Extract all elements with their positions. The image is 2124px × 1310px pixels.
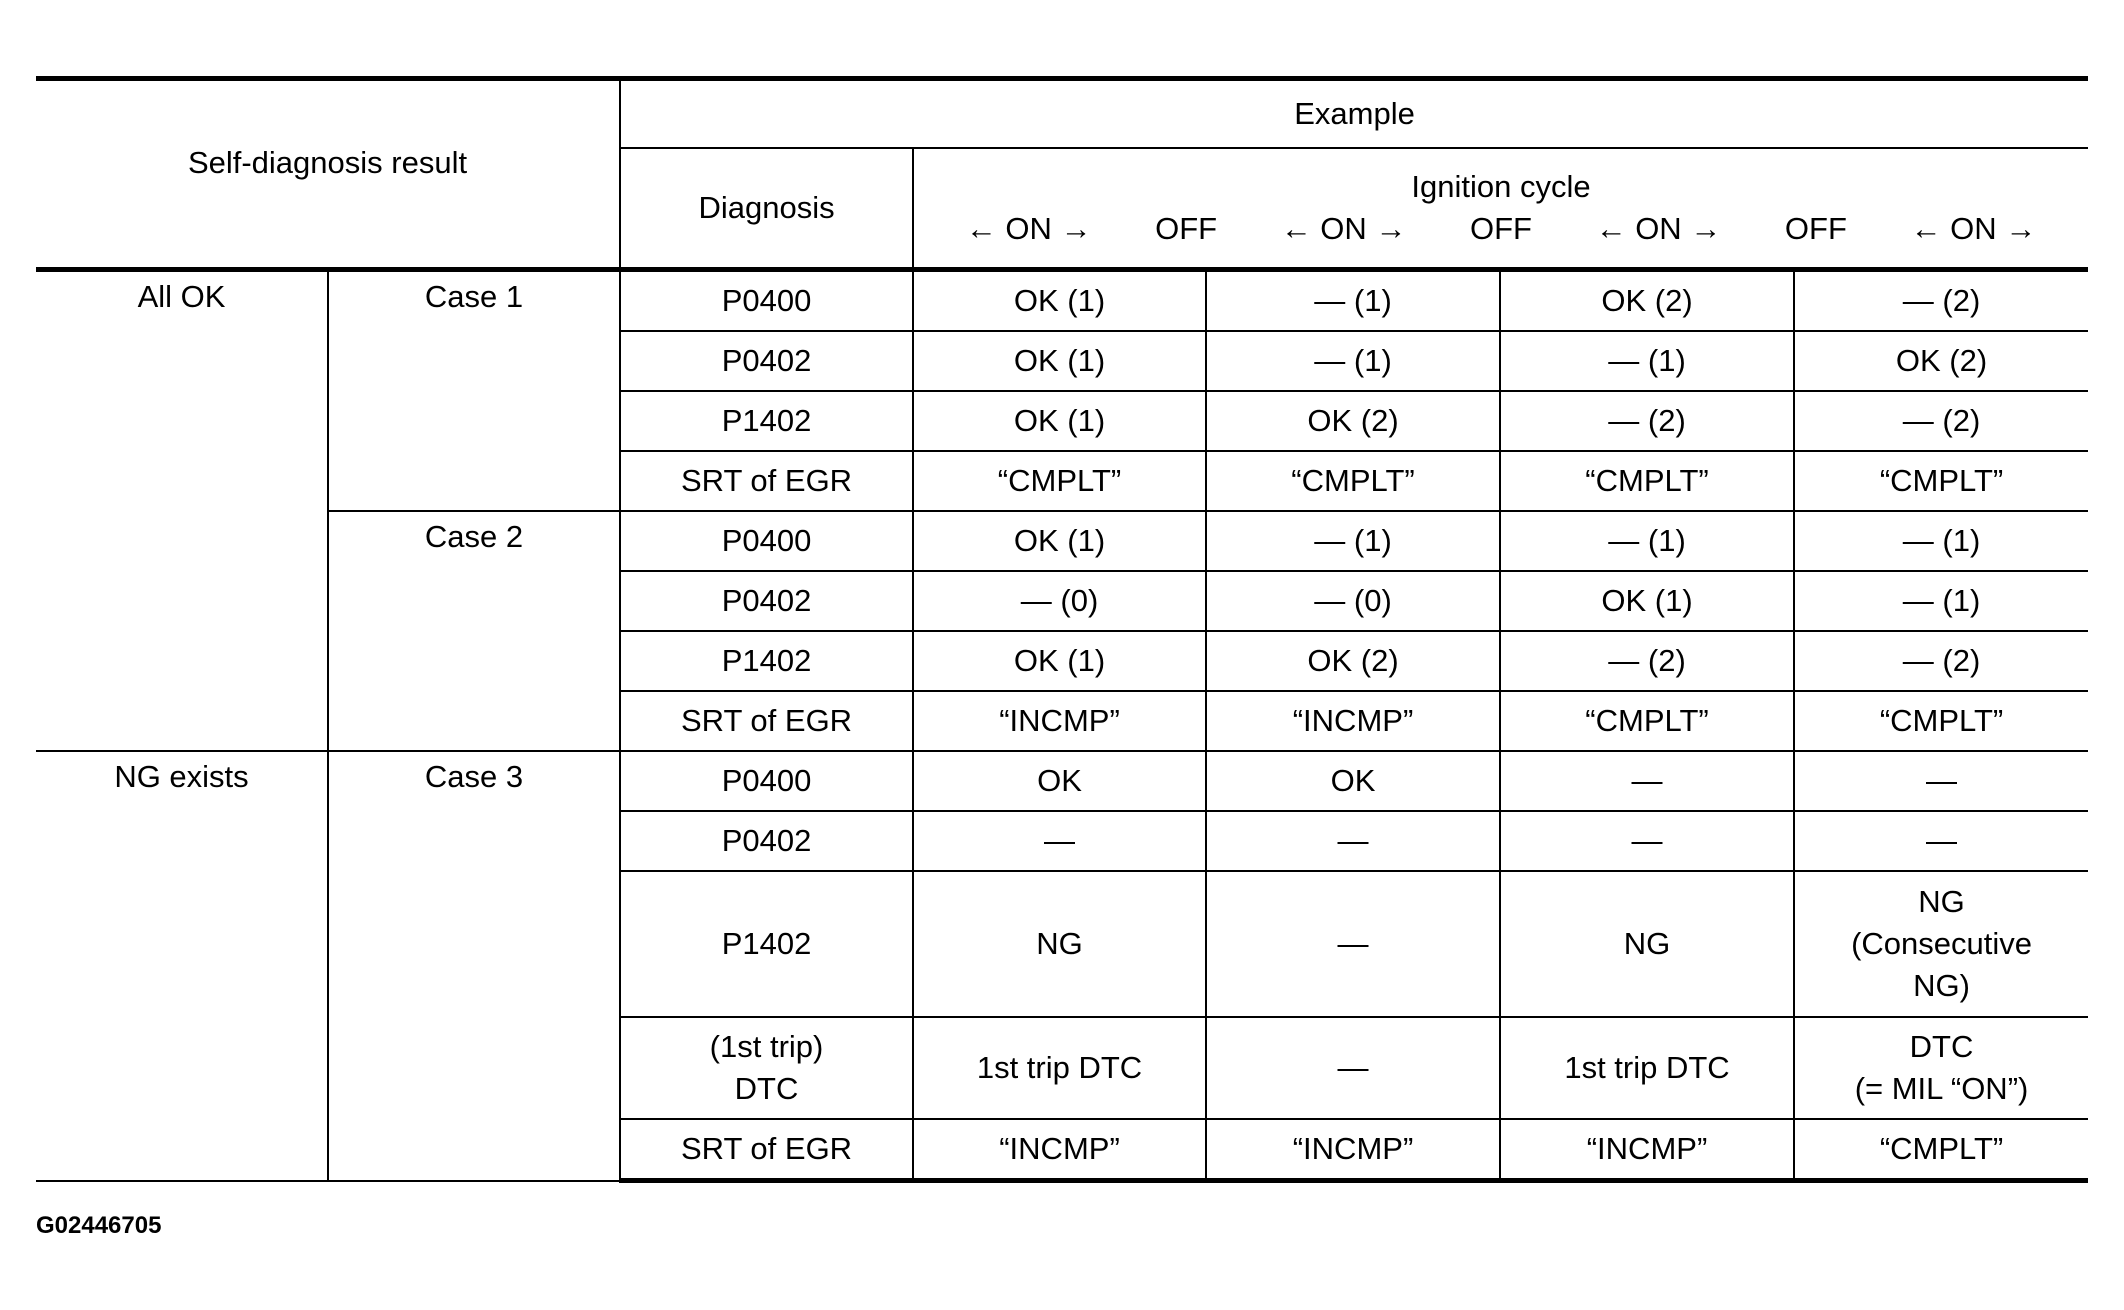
- cycle-state: ← ON →: [1910, 211, 2037, 246]
- result-cell: — (1): [1794, 511, 2088, 571]
- result-cell: OK (1): [913, 631, 1206, 691]
- result-cell: — (2): [1500, 391, 1794, 451]
- diagnosis-cell: [620, 1017, 913, 1119]
- header-diagnosis: Diagnosis: [620, 148, 913, 270]
- result-cell: — (1): [1206, 331, 1500, 391]
- result-cell: —: [1206, 1017, 1500, 1119]
- table-row: [36, 751, 2088, 811]
- result-cell: 1st trip DTC: [1500, 1017, 1794, 1119]
- cycle-state: ← ON →: [1595, 211, 1722, 246]
- result-cell: — (2): [1500, 631, 1794, 691]
- result-cell: —: [1500, 811, 1794, 871]
- table-row: [36, 511, 2088, 571]
- result-cell: “CMPLT”: [1794, 451, 2088, 511]
- diagnosis-cell: SRT of EGR: [620, 691, 913, 751]
- result-cell: “CMPLT”: [1500, 451, 1794, 511]
- result-cell: — (1): [1500, 511, 1794, 571]
- result-cell: —: [1794, 811, 2088, 871]
- case-label: Case 1: [328, 270, 620, 512]
- cycle-state: ← ON →: [1280, 211, 1407, 246]
- cell-line: DTC: [1909, 1029, 1974, 1064]
- cell-line: NG: [1918, 884, 1965, 919]
- result-cell: 1st trip DTC: [913, 1017, 1206, 1119]
- result-cell: “CMPLT”: [913, 451, 1206, 511]
- result-cell: —: [1206, 811, 1500, 871]
- result-cell: — (0): [913, 571, 1206, 631]
- cycle-state: ← ON →: [965, 211, 1092, 246]
- cell-line: (Consecutive: [1851, 926, 2032, 961]
- group-label: NG exists: [36, 751, 328, 1181]
- result-cell: “INCMP”: [1206, 691, 1500, 751]
- cycle-state: OFF: [1470, 211, 1532, 246]
- diagnosis-cell: P1402: [620, 631, 913, 691]
- result-cell: OK (1): [913, 511, 1206, 571]
- ignition-cycle-states: [920, 208, 2082, 250]
- result-cell: — (2): [1794, 270, 2088, 332]
- diagnosis-cell: P0402: [620, 331, 913, 391]
- result-cell: OK (1): [913, 270, 1206, 332]
- result-cell: “INCMP”: [913, 691, 1206, 751]
- header-example: Example: [620, 79, 2088, 149]
- table-row: [36, 270, 2088, 332]
- result-cell: — (1): [1206, 270, 1500, 332]
- result-cell: “CMPLT”: [1794, 691, 2088, 751]
- result-cell: OK (2): [1206, 391, 1500, 451]
- cell-line: NG): [1913, 968, 1970, 1003]
- result-cell: NG: [913, 871, 1206, 1017]
- result-cell: “INCMP”: [913, 1119, 1206, 1181]
- header-row-top: [36, 79, 2088, 149]
- result-cell: OK (1): [913, 331, 1206, 391]
- result-cell: “INCMP”: [1206, 1119, 1500, 1181]
- figure-id: G02446705: [36, 1212, 162, 1239]
- diagnosis-cell: P0402: [620, 571, 913, 631]
- result-cell: — (2): [1794, 391, 2088, 451]
- result-cell: “CMPLT”: [1500, 691, 1794, 751]
- diagnosis-cell: SRT of EGR: [620, 451, 913, 511]
- cell-line: (1st trip): [709, 1029, 824, 1064]
- result-cell: — (1): [1794, 571, 2088, 631]
- cycle-state: OFF: [1784, 211, 1847, 246]
- case-label: Case 2: [328, 511, 620, 751]
- header-ignition-cycle: [913, 148, 2088, 270]
- diagnosis-cell: SRT of EGR: [620, 1119, 913, 1181]
- result-cell: —: [913, 811, 1206, 871]
- cell-line: (= MIL “ON”): [1854, 1071, 2029, 1106]
- diagnosis-cell: P0400: [620, 270, 913, 332]
- diagnosis-cell: P0402: [620, 811, 913, 871]
- result-cell: — (1): [1500, 331, 1794, 391]
- diagnosis-cell: P0400: [620, 511, 913, 571]
- diagnosis-cell: P1402: [620, 871, 913, 1017]
- group-label: All OK: [36, 270, 328, 752]
- result-cell: — (2): [1794, 631, 2088, 691]
- result-cell: [1794, 1017, 2088, 1119]
- table-body: [36, 270, 2088, 1181]
- result-cell: “CMPLT”: [1206, 451, 1500, 511]
- result-cell: OK: [1206, 751, 1500, 811]
- result-cell: OK: [913, 751, 1206, 811]
- result-cell: NG: [1500, 871, 1794, 1017]
- case-label: Case 3: [328, 751, 620, 1181]
- result-cell: —: [1500, 751, 1794, 811]
- cell-line: DTC: [734, 1071, 799, 1106]
- result-cell: OK (1): [1500, 571, 1794, 631]
- result-cell: — (1): [1206, 511, 1500, 571]
- diagnosis-cell: P0400: [620, 751, 913, 811]
- result-cell: “CMPLT”: [1794, 1119, 2088, 1181]
- result-cell: — (0): [1206, 571, 1500, 631]
- cycle-state: OFF: [1155, 211, 1218, 246]
- result-cell: OK (1): [913, 391, 1206, 451]
- diagnosis-cell: P1402: [620, 391, 913, 451]
- result-cell: OK (2): [1500, 270, 1794, 332]
- result-cell: —: [1206, 871, 1500, 1017]
- result-cell: OK (2): [1206, 631, 1500, 691]
- header-self-diagnosis-result: Self-diagnosis result: [36, 79, 620, 270]
- ignition-cycle-label: Ignition cycle: [1411, 169, 1591, 204]
- result-cell: “INCMP”: [1500, 1119, 1794, 1181]
- self-diagnosis-table: [36, 76, 2088, 1183]
- result-cell: [1794, 871, 2088, 1017]
- result-cell: —: [1794, 751, 2088, 811]
- result-cell: OK (2): [1794, 331, 2088, 391]
